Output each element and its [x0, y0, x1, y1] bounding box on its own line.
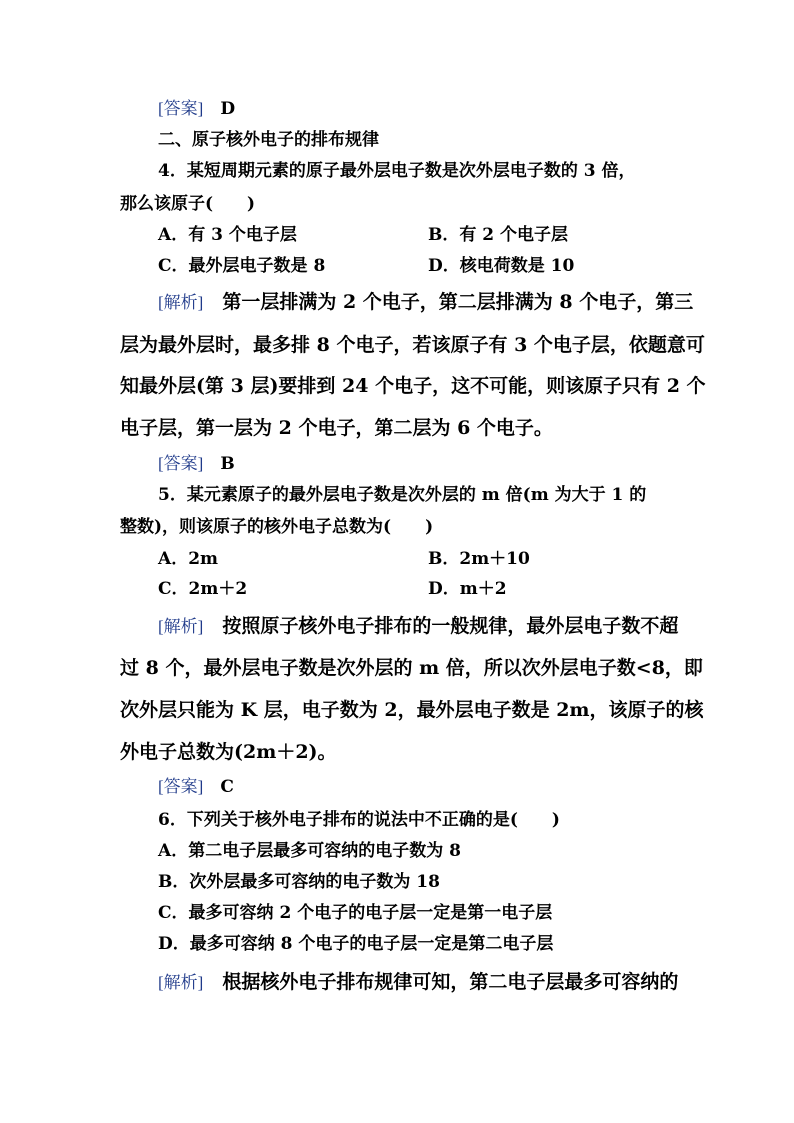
answer-tag: [答案]: [158, 777, 204, 796]
answer-line: [158, 98, 235, 120]
q4-option-c: C．最外层电子数是 8: [158, 256, 326, 276]
q4-analysis-line1: [158, 290, 693, 315]
analysis-tag: [解析]: [158, 293, 204, 312]
q6-analysis-text1: 根据核外电子排布规律可知，第二电子层最多可容纳的: [222, 971, 679, 993]
answer-tag: [答案]: [158, 99, 204, 118]
q4-stem-line2: 那么该原子( ): [120, 194, 256, 214]
q6-option-c: C．最多可容纳 2 个电子的电子层一定是第一电子层: [158, 903, 553, 923]
q4-analysis-line4: 电子层，第一层为 2 个电子，第二层为 6 个电子。: [120, 417, 553, 439]
q5-option-a: A．2m: [158, 549, 219, 569]
q4-stem-line1: 4．某短周期元素的原子最外层电子数是次外层电子数的 3 倍，: [158, 161, 636, 181]
q6-option-d: D．最多可容纳 8 个电子的电子层一定是第二电子层: [158, 934, 554, 954]
q4-answer-line: [158, 453, 235, 475]
q5-stem-line2: 整数)，则该原子的核外电子总数为( ): [120, 517, 434, 537]
analysis-tag: [解析]: [158, 973, 204, 992]
q5-option-c: C．2m＋2: [158, 579, 248, 599]
q5-analysis-line2: 过 8 个，最外层电子数是次外层的 m 倍，所以次外层电子数<8，即: [120, 657, 703, 679]
q5-option-d: D．m＋2: [428, 579, 507, 599]
answer-value: D: [220, 99, 236, 119]
q4-analysis-line3: 知最外层(第 3 层)要排到 24 个电子，这不可能，则该原子只有 2 个: [120, 375, 706, 397]
q5-analysis-line1: [158, 614, 678, 639]
q5-answer-line: [158, 776, 234, 798]
q4-answer-value: B: [220, 454, 235, 474]
q4-option-a: A．有 3 个电子层: [158, 225, 297, 245]
q6-option-b: B．次外层最多可容纳的电子数为 18: [158, 872, 440, 892]
q4-option-b: B．有 2 个电子层: [428, 225, 569, 245]
q4-option-d: D．核电荷数是 10: [428, 256, 575, 276]
q5-analysis-line3: 次外层只能为 K 层，电子数为 2，最外层电子数是 2m，该原子的核: [120, 699, 704, 721]
q6-option-a: A．第二电子层最多可容纳的电子数为 8: [158, 841, 461, 861]
q5-option-b: B．2m＋10: [428, 549, 530, 569]
q4-analysis-line2: 层为最外层时，最多排 8 个电子，若该原子有 3 个电子层，依题意可: [120, 334, 705, 356]
section-heading: 二、原子核外电子的排布规律: [158, 130, 379, 150]
q5-analysis-text1: 按照原子核外电子排布的一般规律，最外层电子数不超: [222, 615, 679, 637]
q6-analysis-line1: [158, 970, 678, 995]
q5-answer-value: C: [220, 777, 234, 797]
q5-analysis-line4: 外电子总数为(2m＋2)。: [120, 741, 337, 763]
q6-stem: 6．下列关于核外电子排布的说法中不正确的是( ): [158, 810, 560, 830]
answer-tag: [答案]: [158, 454, 204, 473]
analysis-tag: [解析]: [158, 617, 204, 636]
q4-analysis-text1: 第一层排满为 2 个电子，第二层排满为 8 个电子，第三: [222, 291, 694, 313]
q5-stem-line1: 5．某元素原子的最外层电子数是次外层的 m 倍(m 为大于 1 的: [158, 485, 647, 505]
